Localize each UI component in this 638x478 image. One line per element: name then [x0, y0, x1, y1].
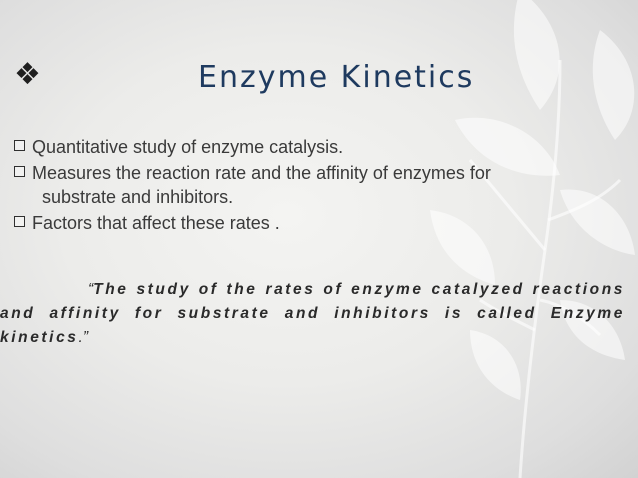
bullet-item — [12, 135, 622, 159]
checkbox-bullet-icon — [14, 166, 25, 177]
bullet-list — [12, 135, 622, 237]
diamond-bullet-icon: ❖ — [14, 57, 41, 92]
quote-open-mark: “ — [88, 281, 94, 298]
quote-block — [0, 278, 625, 350]
slide-title: Enzyme Kinetics — [198, 60, 475, 95]
bullet-text: Factors that affect these rates . — [32, 213, 280, 233]
bullet-item — [12, 211, 622, 235]
bullet-text: Quantitative study of enzyme catalysis. — [32, 137, 344, 157]
bullet-text: Measures the reaction rate and the affinity of enzymes for — [32, 163, 491, 183]
checkbox-bullet-icon — [14, 216, 25, 227]
title-row — [0, 56, 638, 100]
bullet-item — [12, 161, 622, 209]
quote-text: The study of the rates of enzyme catalyzed reactions and affinity for substrate and inhibitors is called Enzyme kinetics — [0, 281, 625, 346]
bullet-text-continuation: substrate and inhibitors. — [42, 187, 234, 207]
quote-close-mark: .” — [78, 329, 88, 346]
checkbox-bullet-icon — [14, 140, 25, 151]
